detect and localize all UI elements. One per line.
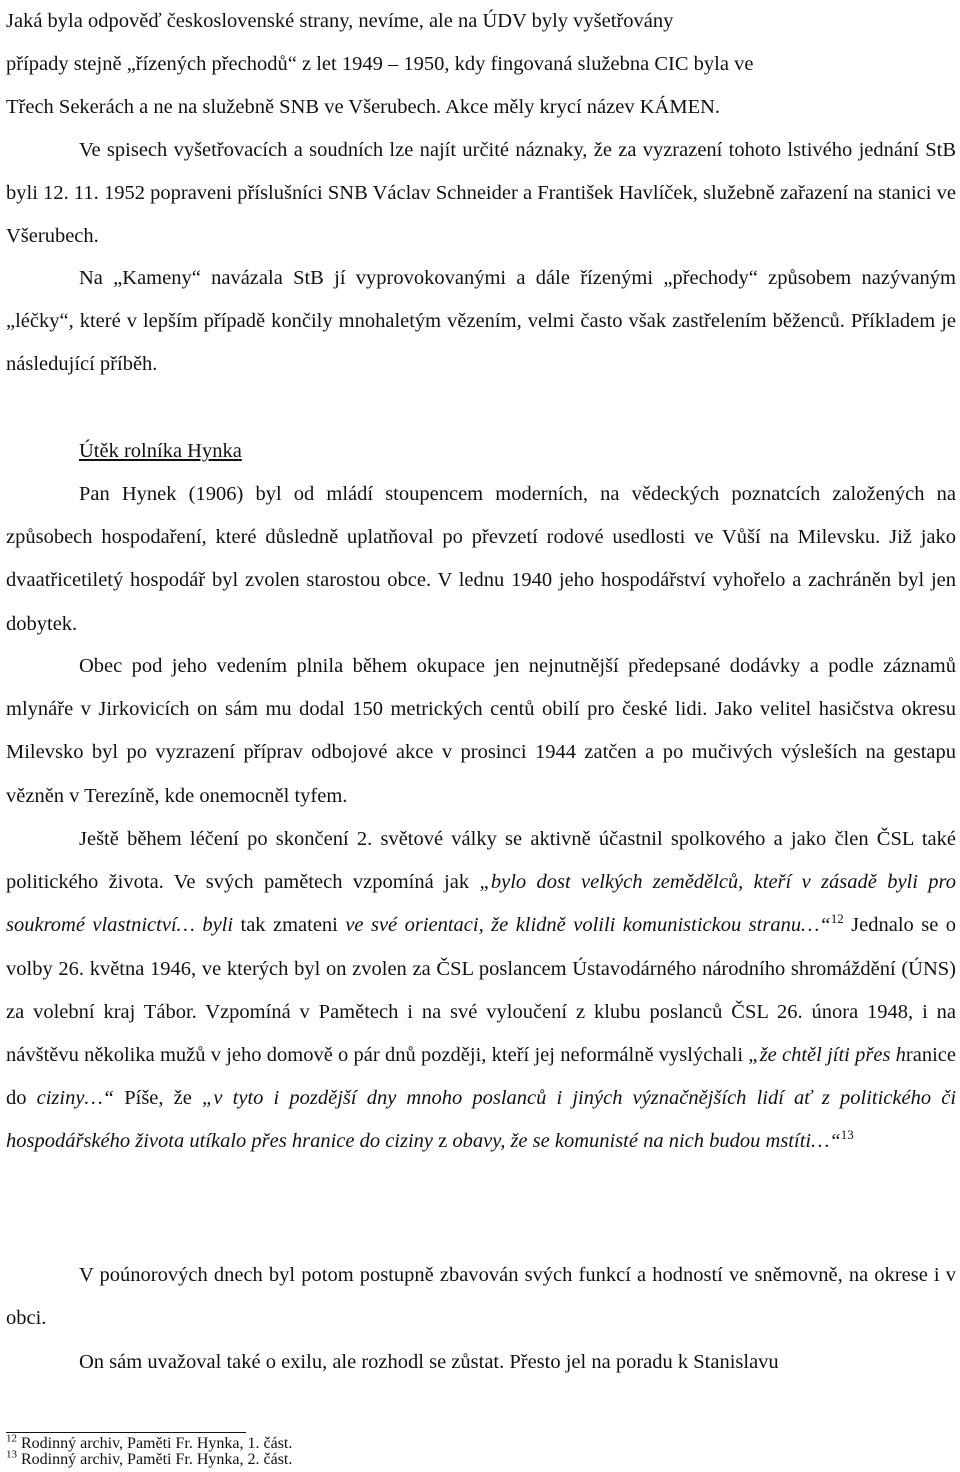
footnote-divider — [6, 1432, 246, 1433]
quote-run: „že chtěl jíti přes h — [748, 1044, 906, 1067]
text-run: Jednalo se o volby 26. května 1946, ve kterých byl on zvolen za ČSL poslancem Ústavodárného národního shromáždění (ÚNS) za volební kraj Tábor. Vzpomíná v Pamětech i na své vyloučení z klubu poslanců ČSL 26. února 1948, i na návštěvu několika mužů v jeho domově o pár dnů později, kteří jej neformálně vyslýchali — [6, 914, 956, 1067]
paragraph-1 — [6, 0, 956, 130]
text-run: Píše, že — [114, 1087, 203, 1110]
quote-run: obavy, že se komunisté na nich budou mstíti…“ — [452, 1130, 841, 1153]
quote-run: „bylo dost velkých zemědělců, kteří v zásadě byli pro soukromé vlastnictví… byli — [6, 871, 957, 937]
text-line: případy stejně „řízených přechodů“ z let 1949 – 1950, kdy fingovaná služebna CIC byla ve — [6, 53, 754, 76]
paragraph-2: Ve spisech vyšetřovacích a soudních lze najít určité náznaky, že za vyzrazení tohoto lstivého jednání StB byli 12. 11. 1952 popraveni příslušníci SNB Václav Schneider a František Havlíček, služebně zařazení na stanici ve Všerubech. — [6, 139, 956, 248]
text-run: ranice do — [6, 1044, 956, 1110]
quote-run: ciziny…“ — [36, 1087, 115, 1110]
text-run: tak zmateni — [233, 914, 346, 937]
footnote-ref: 13 — [840, 1127, 854, 1143]
paragraph-7: V poúnorových dnech byl potom postupně zbavován svých funkcí a hodností ve sněmovně, na okrese i v obci. — [6, 1264, 956, 1330]
text-run: z — [433, 1130, 453, 1153]
footnote-text: Rodinný archiv, Paměti Fr. Hynka, 2. část. — [21, 1451, 293, 1468]
text-run: Ještě během léčení po skončení 2. světové války se aktivně účastnil spolkového a jako člen ČSL také politického života. Ve svých pamětech vzpomíná jak — [6, 828, 956, 894]
quote-run: „v tyto i pozdější dny mnoho poslanců i jiných význačnějších lidí ať z politického či hospodářského života utíkalo přes hranice do ciziny — [6, 1087, 957, 1153]
paragraph-5: Obec pod jeho vedením plnila během okupace jen nejnutnější předepsané dodávky a podle záznamů mlynáře v Jirkovicích on sám mu dodal 150 metrických centů obilí pro české lidi. Jako velitel hasičstva okresu Milevsko byl po vyzrazení příprav odbojové akce v prosinci 1944 zatčen a po mučivých výsleších na gestapu vězněn v Terezíně, kde onemocněl tyfem. — [6, 655, 956, 807]
paragraph-4: Pan Hynek (1906) byl od mládí stoupencem moderních, na vědeckých poznatcích založených na způsobech hospodaření, které důsledně uplatňoval po převzetí rodové usedlosti ve Vůší na Milevsku. Již jako dvaatřicetiletý hospodář byl zvolen starostou obce. V lednu 1940 jeho hospodářství vyhořelo a zachráněn byl jen dobytek. — [6, 483, 956, 635]
paragraph-3: Na „Kameny“ navázala StB jí vyprovokovanými a dále řízenými „přechody“ způsobem nazývaným „léčky“, které v lepším případě končily mnohaletým vězením, velmi často však zastřelením běženců. Příkladem je následující příběh. — [6, 267, 956, 376]
footnote-number: 13 — [6, 1448, 17, 1461]
section-heading: Útěk rolníka Hynka — [79, 440, 242, 462]
paragraph-6 — [6, 818, 956, 1164]
quote-run: ve své orientaci, že klidně volili komunistickou stranu…“ — [345, 914, 831, 937]
text-line: Jaká byla odpověď československé strany, nevíme, ale na ÚDV byly vyšetřovány — [6, 10, 674, 32]
text-line: Třech Sekerách a ne na služebně SNB ve Všerubech. Akce měly krycí název KÁMEN. — [6, 96, 721, 119]
footnote-text: Rodinný archiv, Paměti Fr. Hynka, 1. část. — [21, 1435, 293, 1452]
paragraph-8: On sám uvažoval také o exilu, ale rozhodl se zůstat. Přesto jel na poradu k Stanislavu — [79, 1351, 779, 1373]
footnote-ref: 12 — [830, 911, 844, 927]
footnote-13 — [6, 1450, 292, 1470]
footnote-number: 12 — [6, 1432, 17, 1445]
